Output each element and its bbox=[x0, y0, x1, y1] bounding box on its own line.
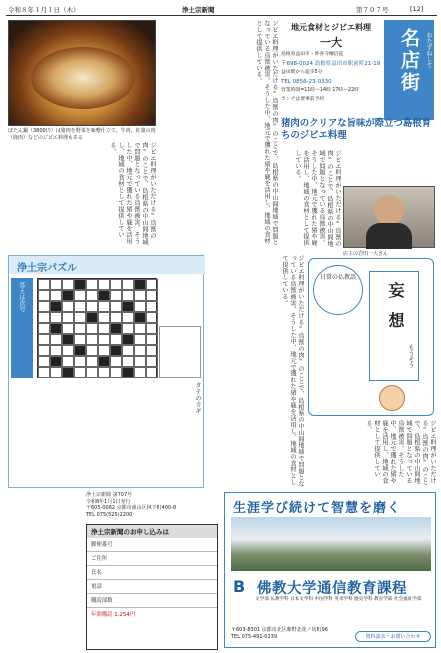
subscription-title: 浄土宗新聞のお申し込みは bbox=[87, 525, 217, 538]
badge-sub: おたずねして bbox=[425, 32, 432, 68]
shop-owner-photo bbox=[343, 186, 435, 248]
subscription-form bbox=[86, 524, 218, 650]
grid-cell bbox=[38, 312, 50, 323]
grid-cell bbox=[122, 345, 134, 356]
grid-cell bbox=[110, 301, 122, 312]
term-card bbox=[369, 271, 419, 381]
bukkyo-go-column-a: ジビエ料理がいただける"鳥獣の肉"のことで、島根県の中山間地域で問題となっている鳥獣被害。そうした中、地元で獲れた猪や鹿を活用し、地域の食材として提供している。 bbox=[281, 255, 304, 487]
grid-cell bbox=[74, 334, 86, 345]
publisher-office: 〒605-0062 京都市東山区林下町400-8 bbox=[86, 505, 177, 511]
header-date: 令和８年１月１日（木） bbox=[8, 6, 80, 14]
shop-temple: 島根県益田市・妙喜寺檀信徒 bbox=[281, 52, 344, 57]
term-reading: もうそう bbox=[407, 344, 414, 368]
form-row-phone[interactable]: 電話 bbox=[87, 580, 217, 594]
grid-cell bbox=[62, 356, 74, 367]
article-headline: 猪肉のクリアな旨味が際立つ島根育ちのジビエ料理 bbox=[281, 118, 432, 141]
grid-cell bbox=[146, 290, 158, 301]
university-ad bbox=[224, 492, 436, 648]
grid-cell bbox=[122, 301, 134, 312]
grid-cell bbox=[110, 356, 122, 367]
grid-cell bbox=[86, 356, 98, 367]
request-info-button[interactable]: 資料請求・お問い合わせ bbox=[355, 631, 431, 642]
grid-cell bbox=[86, 301, 98, 312]
publish-date: 令和8年1月1日発行 bbox=[86, 498, 131, 505]
grid-cell bbox=[38, 345, 50, 356]
ad-address: 〒603-8301 京都市北区紫野北花ノ坊町96 bbox=[231, 627, 329, 633]
puzzle-header bbox=[9, 256, 205, 274]
grid-cell bbox=[74, 367, 86, 378]
grid-cell bbox=[98, 323, 110, 334]
grid-cell bbox=[62, 367, 74, 378]
grid-cell bbox=[98, 334, 110, 345]
grid-cell bbox=[50, 279, 62, 290]
shop-access: 益田駅から徒歩5分 bbox=[281, 70, 323, 76]
grid-cell bbox=[50, 290, 62, 301]
grid-cell bbox=[38, 323, 50, 334]
grid-cell bbox=[74, 301, 86, 312]
grid-cell bbox=[122, 356, 134, 367]
hotpot-image bbox=[31, 47, 135, 109]
series-label bbox=[317, 273, 359, 282]
portrait-caption: 店主の岩田一大さん bbox=[343, 251, 389, 257]
department-list: 文学部 仏教学科 日本文学科 中国学科 英米学科 歴史学科 教育学部 社会福祉学部 bbox=[255, 597, 422, 602]
grid-cell bbox=[122, 279, 134, 290]
grid-cell bbox=[86, 312, 98, 323]
grid-cell bbox=[110, 323, 122, 334]
puzzle-side-tab bbox=[11, 278, 33, 378]
grid-cell bbox=[86, 290, 98, 301]
grid-cell bbox=[110, 334, 122, 345]
grid-cell bbox=[62, 312, 74, 323]
grid-cell bbox=[86, 345, 98, 356]
crossword-grid bbox=[37, 278, 157, 378]
grid-cell bbox=[110, 290, 122, 301]
grid-cell bbox=[62, 323, 74, 334]
grid-cell bbox=[98, 312, 110, 323]
grid-cell bbox=[146, 356, 158, 367]
form-row-copies[interactable]: 購読部数 bbox=[87, 594, 217, 608]
page-header bbox=[6, 2, 437, 16]
form-row-name[interactable]: 氏名 bbox=[87, 566, 217, 580]
grid-cell bbox=[122, 312, 134, 323]
publisher-name: 浄土宗新聞 第707号 bbox=[86, 492, 133, 498]
grid-cell bbox=[134, 323, 146, 334]
ad-slogan: 生涯学び続けて智慧を磨く bbox=[233, 501, 402, 516]
ad-tel: TEL 075-491-0239 bbox=[231, 633, 278, 640]
form-row-postal[interactable]: 郵便番号 bbox=[87, 538, 217, 552]
publisher-info bbox=[86, 492, 218, 522]
shop-series-badge bbox=[384, 20, 434, 120]
grid-cell bbox=[146, 323, 158, 334]
article-column-left: ジビエ料理がいただける"鳥獣の肉"のことで、島根県の中山間地域で問題となっている鳥獣被害。そうした中、地元で獲れた猪や鹿を活用し、地域の食材として提供している。 bbox=[109, 142, 156, 246]
grid-cell bbox=[86, 367, 98, 378]
grid-cell bbox=[62, 279, 74, 290]
grid-cell bbox=[98, 279, 110, 290]
grid-cell bbox=[50, 345, 62, 356]
grid-cell bbox=[74, 356, 86, 367]
grid-cell bbox=[38, 367, 50, 378]
grid-cell bbox=[110, 312, 122, 323]
grid-cell bbox=[122, 323, 134, 334]
monk-illustration bbox=[379, 385, 405, 411]
article-column-mid: ジビエ料理がいただける"鳥獣の肉"のことで、島根県の中山間地域で問題となっている鳥獣被害。そうした中、地元で獲れた猪や鹿を活用し、地域の食材として提供している。 bbox=[294, 150, 341, 247]
badge-title: 名店街 bbox=[398, 28, 420, 94]
series-label-text: 日常の仏教語 bbox=[319, 274, 356, 281]
grid-cell bbox=[86, 334, 98, 345]
photo-caption: ぼたん鍋（3800円）は猪肉を野菜を味噌仕立て。牛肉、紅葉の肉（鹿肉）などのジビエ料理もある bbox=[8, 128, 156, 141]
shop-hours: 営業時間=11時〜14時 17時〜22時 bbox=[281, 88, 359, 94]
term-word: 妄想 bbox=[386, 282, 405, 342]
grid-cell bbox=[62, 290, 74, 301]
grid-cell bbox=[62, 345, 74, 356]
grid-cell bbox=[50, 301, 62, 312]
puzzle-clues: タテのカギ bbox=[194, 382, 201, 414]
grid-cell bbox=[86, 323, 98, 334]
grid-cell bbox=[146, 367, 158, 378]
grid-cell bbox=[122, 334, 134, 345]
university-logo: B bbox=[233, 577, 246, 596]
grid-cell bbox=[38, 279, 50, 290]
grid-cell bbox=[110, 345, 122, 356]
subscription-price: 年間購読 1,254円 bbox=[91, 612, 136, 618]
grid-cell bbox=[98, 367, 110, 378]
grid-cell bbox=[134, 301, 146, 312]
grid-cell bbox=[98, 301, 110, 312]
owner-body bbox=[366, 223, 412, 249]
grid-cell bbox=[74, 279, 86, 290]
crossword-puzzle bbox=[8, 255, 204, 488]
grid-cell bbox=[50, 367, 62, 378]
header-paper: 浄土宗新聞 bbox=[182, 6, 215, 14]
grid-cell bbox=[50, 356, 62, 367]
shop-name: 一大 bbox=[320, 36, 342, 49]
grid-cell bbox=[134, 345, 146, 356]
grid-cell bbox=[122, 290, 134, 301]
grid-cell bbox=[74, 323, 86, 334]
grid-cell bbox=[134, 290, 146, 301]
grid-cell bbox=[134, 367, 146, 378]
grid-cell bbox=[62, 301, 74, 312]
puzzle-title: 浄土宗パズル bbox=[17, 263, 77, 274]
grid-cell bbox=[74, 345, 86, 356]
grid-cell bbox=[38, 290, 50, 301]
bukkyo-go-column-b: ジビエ料理がいただける"鳥獣の肉"のことで、島根県の中山間地域で問題となっている鳥獣被害。そうした中、地元で獲れた猪や鹿を活用し、地域の食材として提供している。 bbox=[365, 420, 436, 486]
grid-cell bbox=[74, 290, 86, 301]
owner-face bbox=[374, 195, 404, 225]
grid-cell bbox=[134, 334, 146, 345]
shop-address: 〒698-0024 島根県益田市駅前町21-19 bbox=[281, 61, 381, 68]
answer-box bbox=[159, 326, 201, 378]
puzzle-note: 答えは次号 bbox=[18, 282, 25, 312]
header-issue: 第７０７号 bbox=[356, 6, 389, 14]
grid-cell bbox=[38, 334, 50, 345]
grid-cell bbox=[98, 356, 110, 367]
header-page: [12] bbox=[410, 5, 424, 13]
grid-cell bbox=[122, 367, 134, 378]
grid-cell bbox=[110, 367, 122, 378]
publisher-tel: TEL 075(525)2200 bbox=[86, 511, 133, 518]
grid-cell bbox=[86, 279, 98, 290]
grid-cell bbox=[146, 279, 158, 290]
shop-note: ランチは要事前予約 bbox=[281, 96, 325, 102]
grid-cell bbox=[50, 334, 62, 345]
grid-cell bbox=[134, 356, 146, 367]
grid-cell bbox=[38, 301, 50, 312]
grid-cell bbox=[146, 345, 158, 356]
grid-cell bbox=[38, 356, 50, 367]
shop-tel: TEL 0856-23-0330 bbox=[281, 79, 332, 86]
grid-cell bbox=[50, 312, 62, 323]
grid-cell bbox=[110, 279, 122, 290]
grid-cell bbox=[146, 301, 158, 312]
form-row-address[interactable]: ご住所 bbox=[87, 552, 217, 566]
campus-photo bbox=[231, 517, 431, 571]
article-column-right: ジビエ料理がいただける"鳥獣の肉"のことで、島根県の中山間地域で問題となっている鳥獣被害。そうした中、地元で獲れた猪や鹿を活用し、地域の食材として提供している。 bbox=[255, 20, 278, 246]
grid-cell bbox=[74, 312, 86, 323]
grid-cell bbox=[50, 323, 62, 334]
university-name: 佛教大学通信教育課程 bbox=[257, 581, 407, 597]
grid-cell bbox=[134, 279, 146, 290]
grid-cell bbox=[62, 334, 74, 345]
grid-cell bbox=[146, 334, 158, 345]
shop-category: 地元食材とジビエ料理 bbox=[291, 23, 371, 32]
grid-cell bbox=[146, 312, 158, 323]
grid-cell bbox=[134, 312, 146, 323]
bukkyo-go-box bbox=[308, 258, 434, 416]
hotpot-photo bbox=[8, 20, 156, 126]
grid-cell bbox=[98, 345, 110, 356]
grid-cell bbox=[98, 290, 110, 301]
shop-info bbox=[281, 20, 381, 115]
ad-contact bbox=[231, 627, 328, 640]
